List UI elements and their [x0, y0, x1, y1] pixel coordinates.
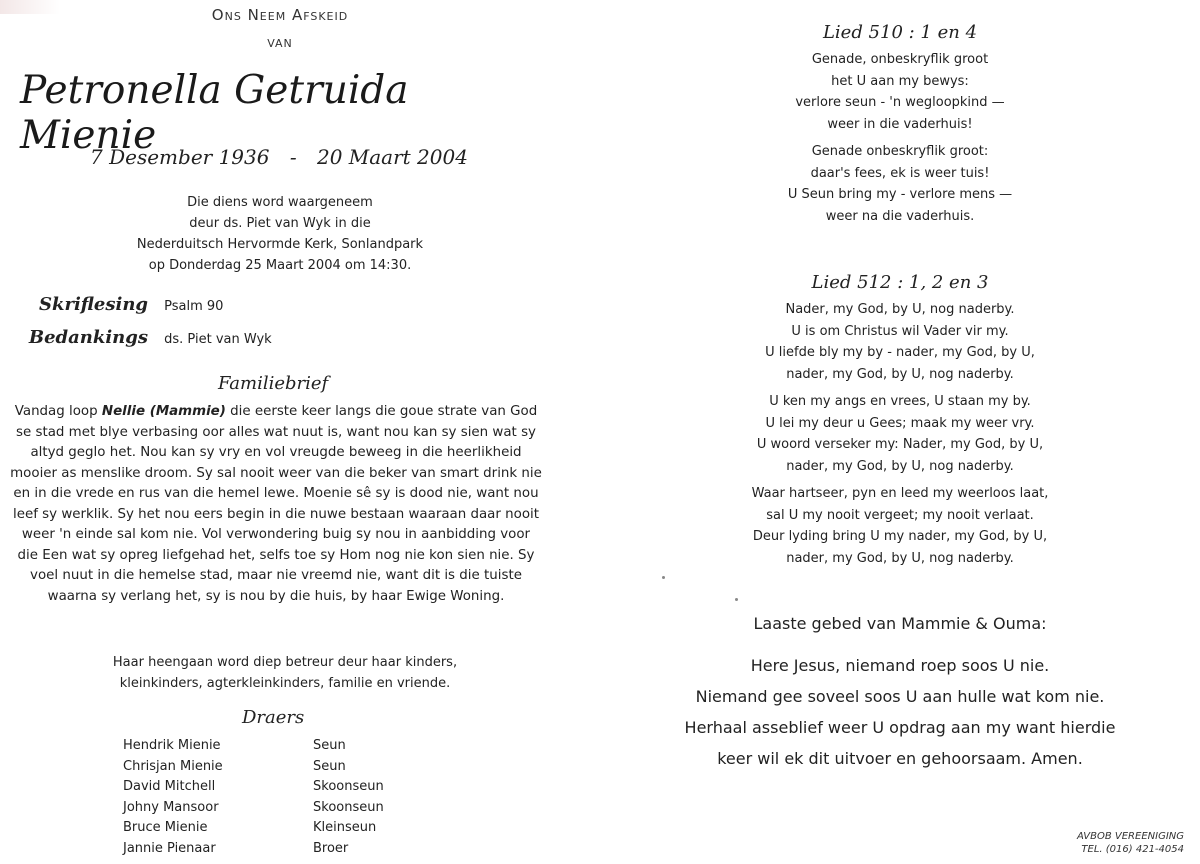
bearer-row	[123, 818, 384, 839]
bearer-name: Jannie Pienaar	[123, 840, 216, 856]
scripture-label: Skriflesing	[39, 294, 148, 315]
thanks	[28, 327, 272, 348]
hymn1-verse	[600, 49, 1200, 135]
date-separator: -	[289, 145, 297, 169]
bearer-row	[123, 757, 384, 778]
death-date: 20 Maart 2004	[316, 145, 468, 169]
prayer-line: Niemand gee soveel soos U aan hulle wat kom nie.	[695, 687, 1105, 706]
bearer-name: Johny Mansoor	[123, 799, 219, 815]
scripture-reading	[28, 294, 223, 315]
thanks-label: Bedankings	[28, 327, 148, 348]
letter-nickname: Nellie (Mammie)	[101, 404, 226, 419]
prayer-line: Herhaal asseblief weer U opdrag aan my want hierdie	[684, 718, 1116, 737]
paper-speck	[735, 598, 738, 601]
hymn2-verse	[600, 483, 1200, 569]
scripture-value: Psalm 90	[164, 299, 224, 314]
life-dates	[90, 145, 468, 169]
bearer-name: Hendrik Mienie	[123, 738, 221, 753]
footer-phone: TEL. (016) 421-4054	[1081, 844, 1184, 855]
bearers-heading: Draers	[242, 707, 305, 728]
mourning-line: kleinkinders, agterkleinkinders, familie en vriende.	[119, 676, 451, 691]
hymn1-verse	[600, 141, 1200, 227]
prayer-title: Laaste gebed van Mammie & Ouma:	[753, 614, 1047, 633]
hymn1-title: Lied 510 : 1 en 4	[822, 22, 978, 43]
bearer-relation: Kleinseun	[313, 820, 377, 835]
hymn-line: weer in die vaderhuis!	[827, 116, 973, 132]
birth-date: 7 Desember 1936	[90, 145, 270, 169]
thanks-value: ds. Piet van Wyk	[164, 332, 272, 347]
hymn2-text	[600, 299, 1200, 575]
hymn2-verse	[600, 299, 1200, 385]
letter-text-start: Vandag loop	[14, 404, 102, 419]
hymn-line: nader, my God, by U, nog naderby.	[786, 366, 1014, 382]
hymn-line: Nader, my God, by U, nog naderby.	[785, 302, 1015, 317]
bearer-row	[123, 736, 384, 757]
farewell-header	[180, 6, 380, 24]
hymn-line: weer na die vaderhuis.	[825, 208, 975, 224]
page-corner-mark	[0, 0, 60, 14]
bearer-row	[123, 777, 384, 798]
bearer-name: Bruce Mienie	[123, 820, 208, 835]
farewell-line: Ons Neem Afskeid	[211, 6, 349, 24]
bearers-list	[123, 736, 384, 859]
bearer-relation: Skoonseun	[313, 779, 384, 794]
bearer-row	[123, 798, 384, 819]
bearer-name: David Mitchell	[123, 779, 216, 794]
bearer-name: Chrisjan Mienie	[123, 758, 223, 774]
hymn-line: Waar hartseer, pyn en leed my weerloos laat,	[751, 486, 1049, 501]
hymn-line: daar's fees, ek is weer tuis!	[810, 165, 990, 181]
mourning-notice	[40, 652, 530, 694]
bearer-relation: Skoonseun	[313, 799, 384, 815]
left-page	[0, 0, 560, 864]
hymn2-title: Lied 512 : 1, 2 en 3	[811, 272, 989, 293]
bearer-relation: Seun	[313, 738, 346, 753]
hymn-line: U is om Christus wil Vader vir my.	[791, 323, 1009, 339]
hymn2-verse	[600, 391, 1200, 477]
hymn-line: U Seun bring my - verlore mens —	[787, 187, 1013, 202]
hymn-line: U woord verseker my: Nader, my God, by U,	[756, 437, 1044, 452]
letter-text-rest: die eerste keer langs die goue strate van God se stad met blye verbasing oor alles wat nuut is, want nou kan sy sien wat sy altyd geglo het. Nou kan sy vry en vol vreugde beweeg in die heerlikheid mooier as menslike droom. Sy sal nooit weer van die beker van smart drink nie en in die vrede en rus van die hemel lewe. Moenie sê sy is dood nie, want nou leef sy werklik. Sy het nou eers begin in die nuwe bestaan waaraan daar nooit weer 'n einde sal kom nie. Vol verwondering buig sy nou in aanbidding voor die Een wat sy opreg liefgehad het, selfs toe sy Hom nog nie kon sien nie. Sy voel nuut in die hemelse stad, maar nie vreemd nie, want dit is die tuiste waarna sy verlang het, sy is nou by die huis, by haar Ewige Woning.	[10, 404, 542, 604]
letter-heading: Familiebrief	[218, 373, 329, 394]
service-line: op Donderdag 25 Maart 2004 om 14:30.	[148, 258, 412, 273]
bearer-relation: Seun	[313, 758, 346, 774]
hymn-line: nader, my God, by U, nog naderby.	[786, 458, 1014, 474]
hymn1-text	[600, 49, 1200, 233]
hymn-line: Genade, onbeskryflik groot	[811, 52, 989, 67]
farewell-of: van	[267, 33, 293, 51]
hymn-line: U ken my angs en vrees, U staan my by.	[769, 394, 1031, 409]
hymn-line: sal U my nooit vergeet; my nooit verlaat.	[766, 507, 1034, 523]
right-page	[600, 0, 1200, 864]
prayer-line: keer wil ek dit uitvoer en gehoorsaam. Amen.	[717, 749, 1083, 768]
hymn-line: U lei my deur u Gees; maak my weer vry.	[765, 415, 1035, 431]
hymn-line: nader, my God, by U, nog naderby.	[786, 550, 1014, 566]
hymn-line: het U aan my bewys:	[831, 73, 969, 89]
prayer-line: Here Jesus, niemand roep soos U nie.	[750, 656, 1050, 675]
hymn-line: Genade onbeskryflik groot:	[811, 144, 989, 159]
hymn-line: Deur lyding bring U my nader, my God, by U,	[752, 529, 1048, 544]
mourning-line: Haar heengaan word diep betreur deur haar kinders,	[112, 655, 458, 670]
service-line: Nederduitsch Hervormde Kerk, Sonlandpark	[136, 237, 424, 252]
paper-speck	[662, 576, 665, 579]
service-line: deur ds. Piet van Wyk in die	[189, 216, 371, 231]
family-letter	[10, 402, 542, 607]
bearer-row	[123, 839, 384, 860]
deceased-name: Petronella Getruida Mienie	[20, 68, 409, 158]
footer-company: AVBOB VEREENIGING	[1076, 831, 1184, 842]
hymn-line: verlore seun - 'n wegloopkind —	[795, 95, 1005, 110]
service-line: Die diens word waargeneem	[187, 195, 373, 210]
hymn-line: U liefde bly my by - nader, my God, by U,	[765, 345, 1035, 360]
service-details	[80, 192, 480, 276]
bearer-relation: Broer	[313, 840, 349, 856]
funeral-home-footer	[1077, 830, 1184, 856]
last-prayer	[660, 650, 1140, 774]
